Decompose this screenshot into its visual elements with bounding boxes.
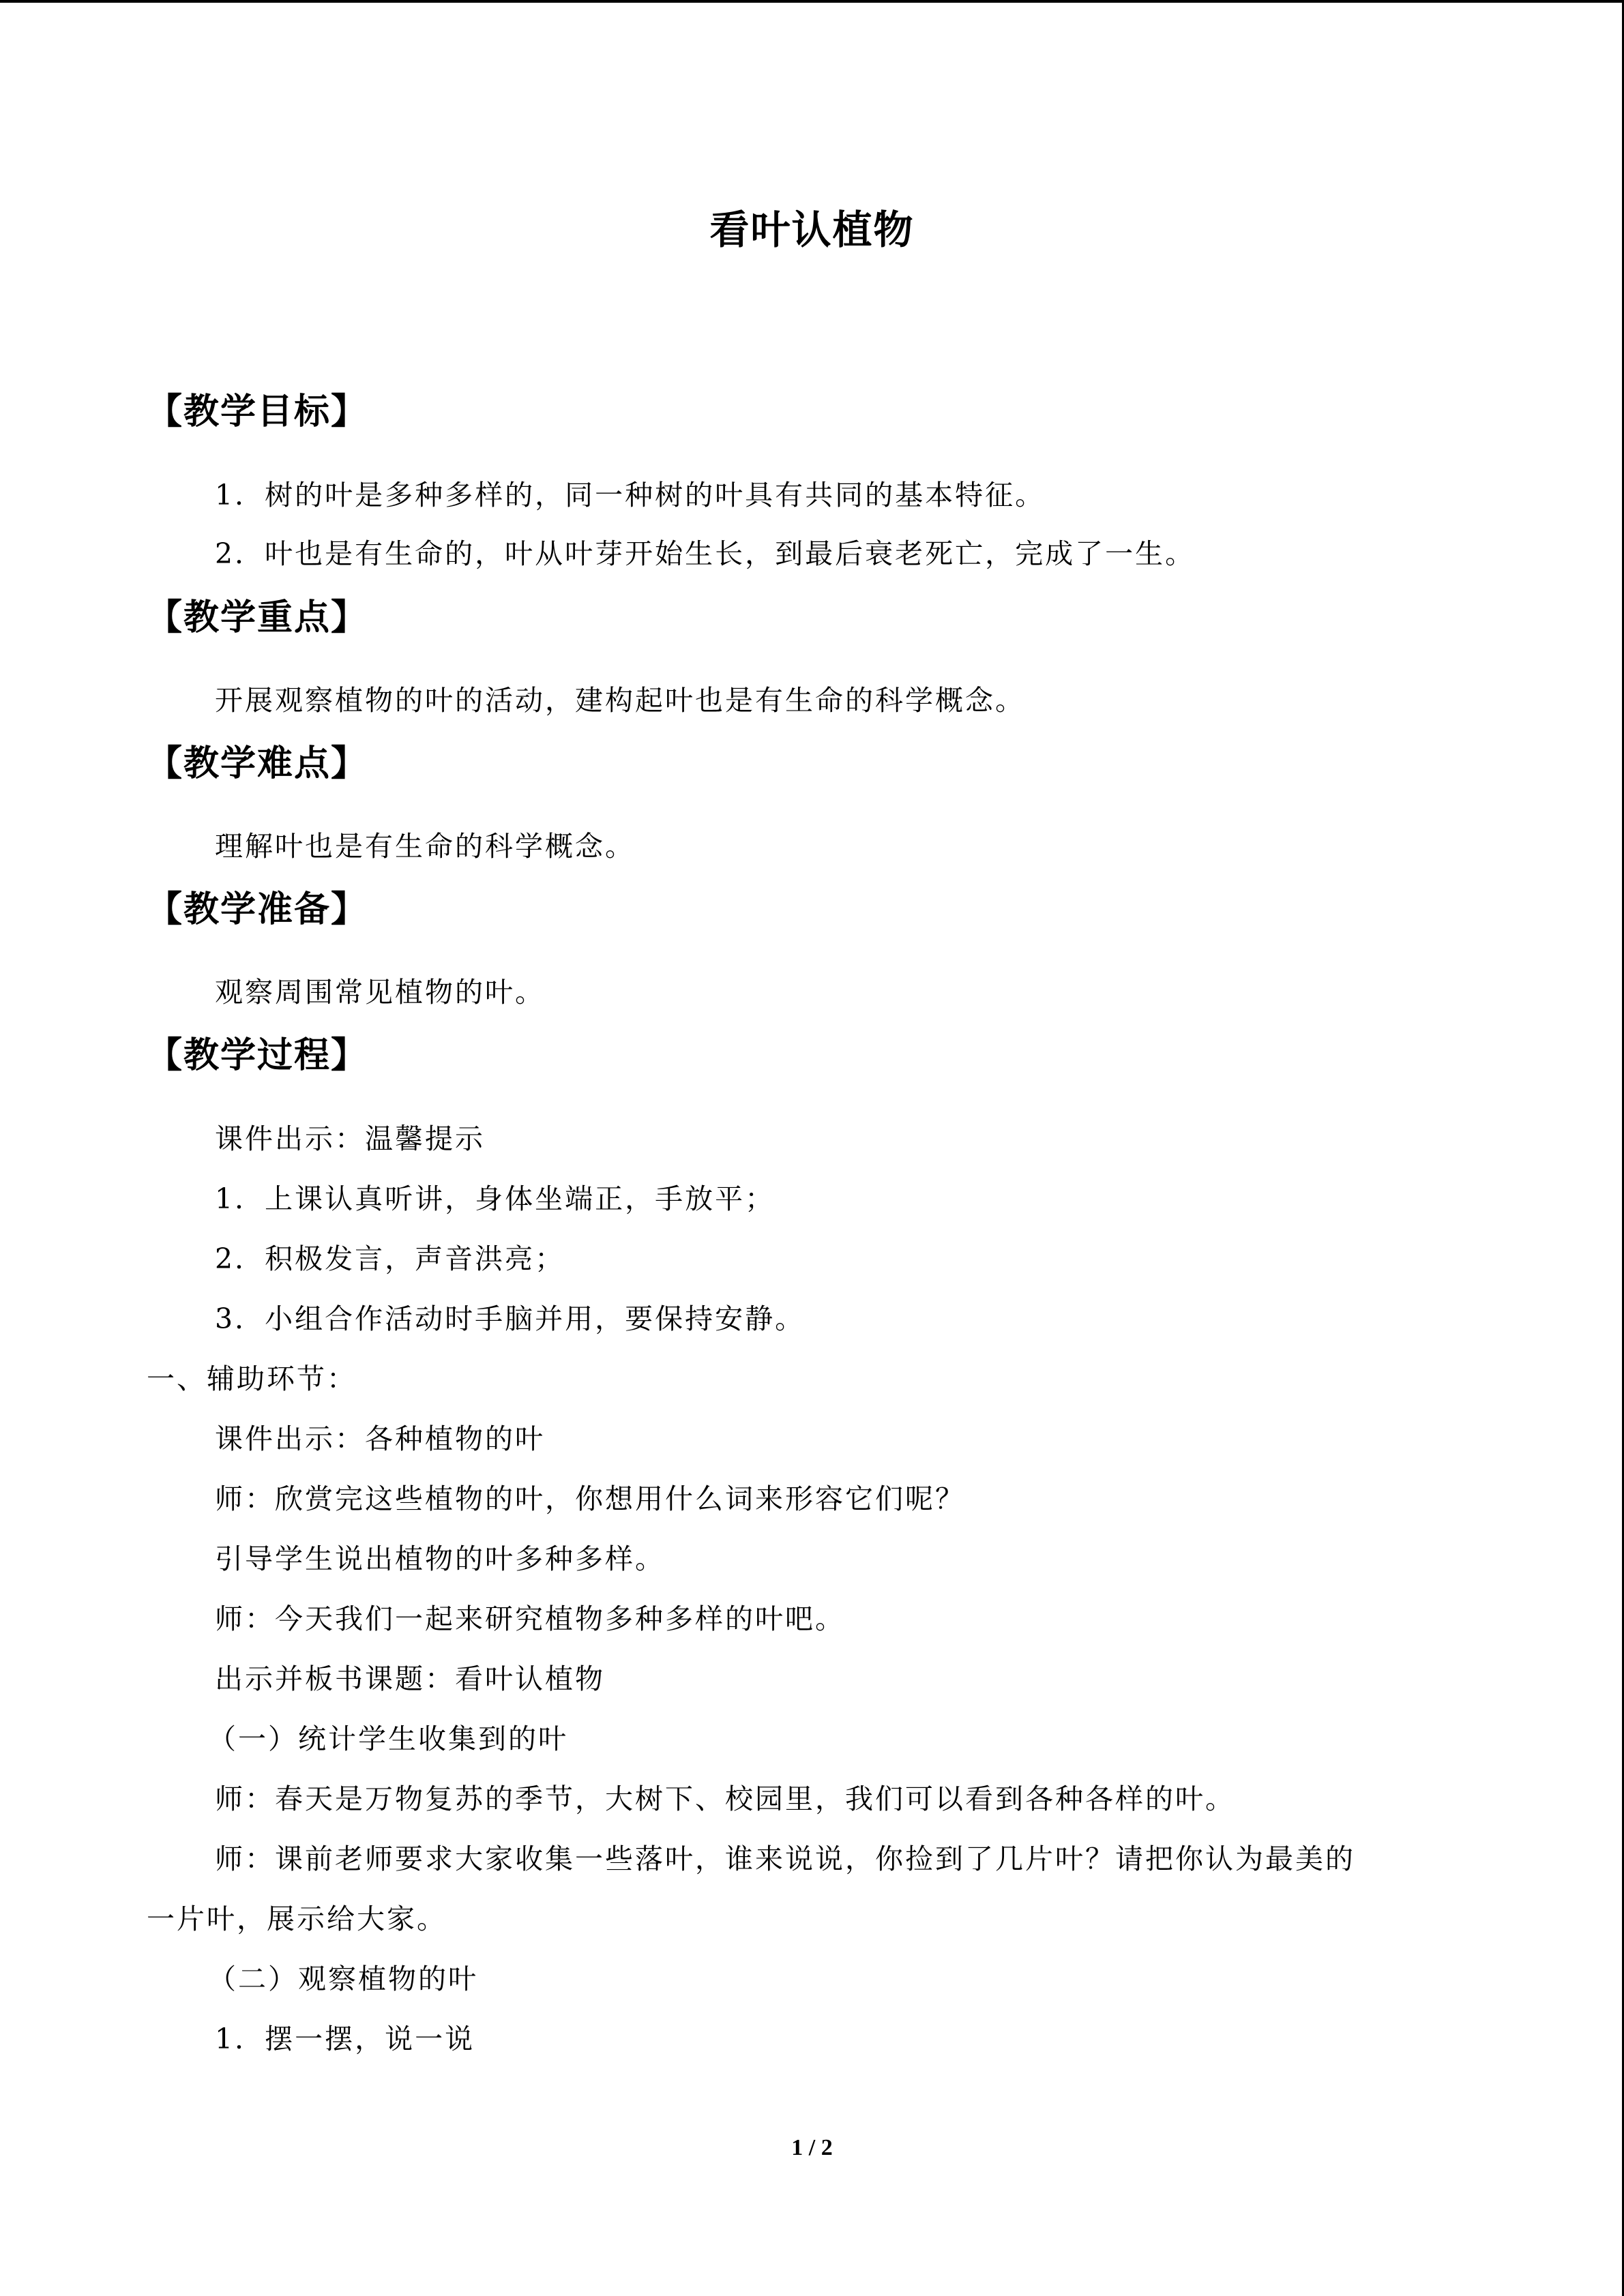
section-heading-objectives: 【教学目标】 [147, 391, 368, 432]
process-line-continuation: 一片叶，展示给大家。 [147, 1903, 447, 1935]
preparation-text: 观察周围常见植物的叶。 [215, 976, 545, 1009]
key-points-text: 开展观察植物的叶的活动，建构起叶也是有生命的科学概念。 [215, 684, 1025, 717]
process-line: 师：今天我们一起来研究植物多种多样的叶吧。 [215, 1602, 845, 1635]
process-line: 1．摆一摆，说一说 [215, 2023, 475, 2055]
section-heading-process: 【教学过程】 [147, 1035, 368, 1076]
process-line: 3．小组合作活动时手脑并用，要保持安静。 [215, 1302, 806, 1335]
objective-item-2: 2．叶也是有生命的，叶从叶芽开始生长，到最后衰老死亡，完成了一生。 [215, 537, 1196, 570]
document-title: 看叶认植物 [709, 207, 915, 253]
process-line: 师：欣赏完这些植物的叶，你想用什么词来形容它们呢？ [215, 1482, 965, 1515]
page-number: 1 / 2 [791, 2135, 833, 2160]
process-subsection: （一）统计学生收集到的叶 [208, 1723, 568, 1755]
process-line: 引导学生说出植物的叶多种多样。 [215, 1542, 665, 1575]
process-line: 2．积极发言，声音洪亮； [215, 1242, 565, 1275]
process-line: 出示并板书课题：看叶认植物 [215, 1663, 605, 1695]
process-line: 课件出示：各种植物的叶 [215, 1422, 545, 1455]
process-line: 1．上课认真听讲，身体坐端正，手放平； [215, 1182, 776, 1215]
difficulties-text: 理解叶也是有生命的科学概念。 [215, 830, 635, 863]
process-line: 课件出示：温馨提示 [215, 1122, 485, 1155]
process-subheading: 一、辅助环节： [147, 1362, 357, 1395]
section-heading-preparation: 【教学准备】 [147, 889, 368, 930]
process-subsection: （二）观察植物的叶 [208, 1963, 478, 1995]
process-line: 师：课前老师要求大家收集一些落叶，谁来说说，你捡到了几片叶？请把你认为最美的 [215, 1843, 1355, 1875]
section-heading-key-points: 【教学重点】 [147, 597, 368, 638]
objective-item-1: 1．树的叶是多种多样的，同一种树的叶具有共同的基本特征。 [215, 479, 1046, 511]
process-line: 师：春天是万物复苏的季节，大树下、校园里，我们可以看到各种各样的叶。 [215, 1783, 1235, 1815]
section-heading-difficulties: 【教学难点】 [147, 743, 368, 784]
